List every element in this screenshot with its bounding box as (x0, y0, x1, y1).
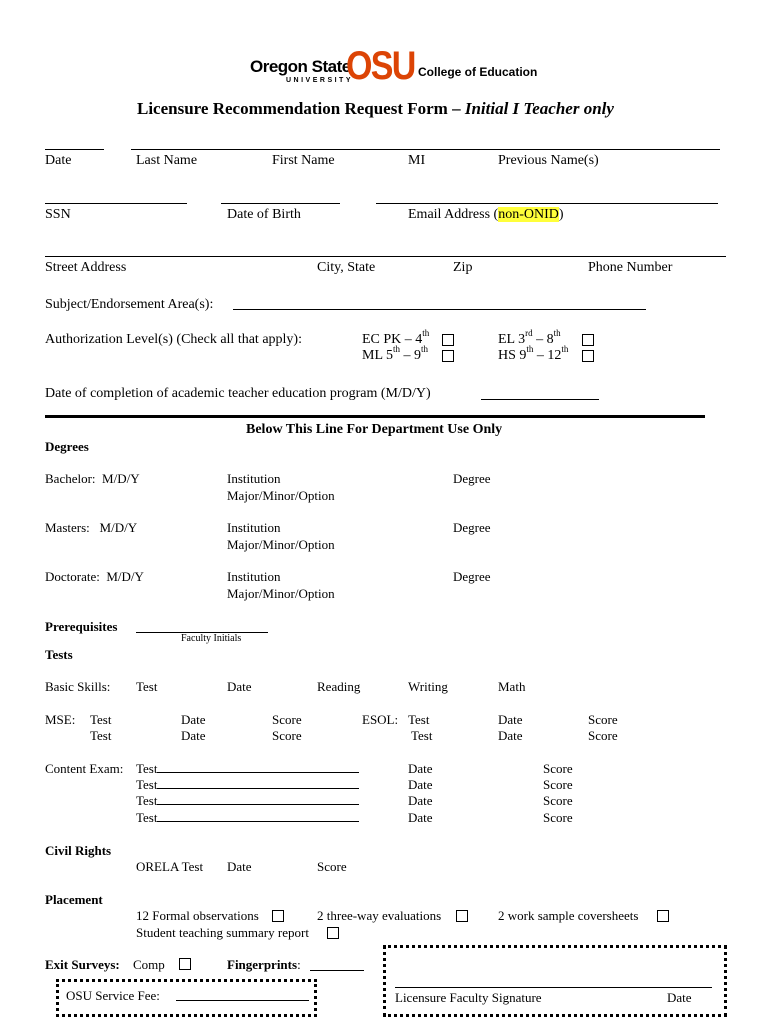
basic-math: Math (498, 679, 526, 694)
three-way-checkbox[interactable] (456, 910, 468, 922)
department-divider (45, 415, 705, 418)
logo-monogram: OSU (346, 44, 415, 88)
doctorate-degree: Degree (453, 569, 491, 584)
department-use-heading: Below This Line For Department Use Only (246, 422, 503, 437)
mse-label: MSE: (45, 712, 76, 727)
content-exam-label: Content Exam: (45, 761, 124, 776)
content-score-4: Score (543, 810, 573, 825)
civil-rights-heading: Civil Rights (45, 843, 112, 858)
signature-line[interactable] (395, 987, 712, 988)
esol-date-2: Date (498, 728, 523, 743)
content-date-3: Date (408, 793, 433, 808)
bachelor-major: Major/Minor/Option (227, 488, 335, 503)
content-test-3[interactable]: Test (136, 793, 359, 809)
email-line[interactable] (376, 203, 718, 204)
orela-date: Date (227, 859, 252, 874)
previous-names-label: Previous Name(s) (498, 153, 599, 168)
doctorate-institution: Institution (227, 569, 281, 584)
orela-test: ORELA Test (136, 859, 204, 874)
ec-checkbox[interactable] (442, 334, 454, 346)
phone-label: Phone Number (588, 260, 673, 275)
non-onid-highlight: non-ONID (498, 207, 559, 222)
first-name-label: First Name (272, 153, 335, 168)
mse-date-2: Date (181, 728, 206, 743)
work-sample-label: 2 work sample coversheets (498, 908, 639, 923)
doctorate-major: Major/Minor/Option (227, 586, 335, 601)
content-test-1[interactable]: Test (136, 761, 359, 777)
orela-score: Score (317, 859, 347, 874)
zip-label: Zip (453, 260, 473, 275)
content-score-3: Score (543, 793, 573, 808)
ml-checkbox[interactable] (442, 350, 454, 362)
summary-report-checkbox[interactable] (327, 927, 339, 939)
date-line[interactable] (45, 149, 104, 150)
formal-observations-label: 12 Formal observations (136, 908, 259, 923)
authorization-label: Authorization Level(s) (Check all that apply): (45, 332, 302, 347)
date-label: Date (45, 153, 72, 168)
page-title: Licensure Recommendation Request Form – Initial I Teacher only (137, 99, 614, 118)
city-state-label: City, State (317, 260, 376, 275)
street-label: Street Address (45, 260, 127, 275)
signature-box (383, 945, 727, 1017)
content-date-1: Date (408, 761, 433, 776)
dob-line[interactable] (221, 203, 340, 204)
mse-score-1: Score (272, 712, 302, 727)
masters-label: Masters: M/D/Y (45, 520, 138, 535)
ec-label: EC PK – 4th (362, 328, 430, 347)
content-date-4: Date (408, 810, 433, 825)
service-fee-line[interactable] (176, 1000, 309, 1001)
hs-label: HS 9th – 12th (498, 344, 569, 363)
bachelor-institution: Institution (227, 471, 281, 486)
esol-test-1: Test (408, 712, 430, 727)
prerequisites-heading: Prerequisites (45, 619, 118, 634)
formal-observations-checkbox[interactable] (272, 910, 284, 922)
mse-test-1: Test (90, 712, 112, 727)
logo-name: Oregon State (250, 57, 351, 76)
content-date-2: Date (408, 777, 433, 792)
subject-line[interactable] (233, 309, 646, 310)
tests-heading: Tests (45, 647, 73, 662)
signature-date-label: Date (667, 990, 692, 1005)
name-line[interactable] (131, 149, 720, 150)
completion-label: Date of completion of academic teacher education program (M/D/Y) (45, 386, 431, 401)
doctorate-label: Doctorate: M/D/Y (45, 569, 144, 584)
ssn-label: SSN (45, 207, 71, 222)
bachelor-label: Bachelor: M/D/Y (45, 471, 140, 486)
esol-score-2: Score (588, 728, 618, 743)
email-label: Email Address (non-ONID) (408, 207, 564, 222)
basic-skills-label: Basic Skills: (45, 679, 111, 694)
mi-label: MI (408, 153, 426, 168)
exit-comp-checkbox[interactable] (179, 958, 191, 970)
fingerprints-line[interactable] (310, 970, 364, 971)
exit-comp-label: Comp (133, 957, 165, 972)
esol-test-2: Test (411, 728, 433, 743)
subject-label: Subject/Endorsement Area(s): (45, 297, 214, 312)
basic-writing: Writing (408, 679, 448, 694)
fingerprints-label: Fingerprints: (227, 957, 301, 972)
work-sample-checkbox[interactable] (657, 910, 669, 922)
completion-line[interactable] (481, 399, 599, 400)
ssn-line[interactable] (45, 203, 187, 204)
hs-checkbox[interactable] (582, 350, 594, 362)
bachelor-degree: Degree (453, 471, 491, 486)
basic-test: Test (136, 679, 158, 694)
address-line[interactable] (45, 256, 726, 257)
degrees-heading: Degrees (45, 439, 89, 454)
content-test-2[interactable]: Test (136, 777, 359, 793)
dob-label: Date of Birth (227, 207, 301, 222)
service-fee-label: OSU Service Fee: (66, 988, 160, 1003)
basic-reading: Reading (317, 679, 361, 694)
three-way-label: 2 three-way evaluations (317, 908, 442, 923)
masters-institution: Institution (227, 520, 281, 535)
faculty-initials-label: Faculty Initials (181, 633, 242, 644)
content-test-4[interactable]: Test (136, 810, 359, 826)
logo-college: College of Education (418, 65, 538, 79)
logo-university: UNIVERSITY (286, 77, 354, 84)
exit-surveys-label: Exit Surveys: (45, 957, 120, 972)
ml-label: ML 5th – 9th (362, 344, 429, 363)
basic-date: Date (227, 679, 252, 694)
esol-label: ESOL: (362, 712, 399, 727)
placement-heading: Placement (45, 892, 103, 907)
mse-test-2: Test (90, 728, 112, 743)
el-label: EL 3rd – 8th (498, 328, 561, 347)
esol-score-1: Score (588, 712, 618, 727)
osu-logo (250, 44, 538, 90)
el-checkbox[interactable] (582, 334, 594, 346)
mse-score-2: Score (272, 728, 302, 743)
last-name-label: Last Name (136, 153, 198, 168)
mse-date-1: Date (181, 712, 206, 727)
summary-report-label: Student teaching summary report (136, 925, 309, 940)
signature-label: Licensure Faculty Signature (395, 990, 542, 1005)
masters-major: Major/Minor/Option (227, 537, 335, 552)
content-score-1: Score (543, 761, 573, 776)
content-score-2: Score (543, 777, 573, 792)
masters-degree: Degree (453, 520, 491, 535)
esol-date-1: Date (498, 712, 523, 727)
